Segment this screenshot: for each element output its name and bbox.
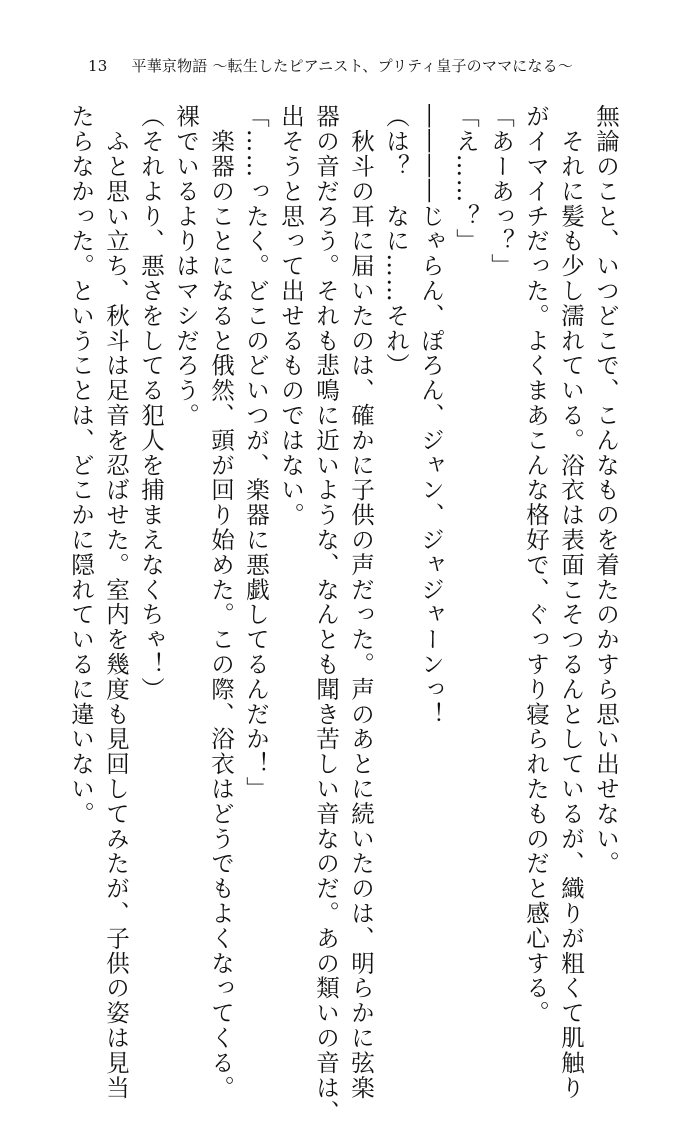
text-line: それに髪も少し濡れている。浴衣は表面こそつるんとしているが、織りが粗くて肌触り: [557, 104, 585, 1100]
text-line: ふと思い立ち、秋斗は足音を忍ばせた。室内を幾度も見回してみたが、子供の姿は見当: [102, 104, 130, 1100]
vertical-body-text: [63, 104, 623, 1125]
text-line: がイマイチだった。よくまあこんな格好で、ぐっすり寝られたものだと感心する。: [522, 104, 550, 1026]
text-line: たらなかった。ということは、どこかに隠れているに違いない。: [67, 104, 95, 827]
text-line: 出そうと思って出せるものではない。: [277, 104, 305, 528]
page-number: 13: [88, 57, 108, 75]
text-line: （それより、悪さをしてる犯人を捕まえなくちゃ！）: [137, 104, 165, 702]
text-line: 秋斗の耳に届いたのは、確かに子供の声だった。声のあとに続いたのは、明らかに弦楽: [347, 104, 375, 1100]
text-line: 楽器のことになると俄然、頭が回り始めた。この際、浴衣はどうでもよくなってくる。: [207, 104, 235, 1100]
running-header: [88, 56, 573, 76]
text-line: 器の音だろう。それも悲鳴に近いような、なんとも聞き苦しい音なのだ。あの類いの音は、: [312, 104, 340, 1125]
text-line: （は？ なに……それ）: [382, 104, 410, 378]
text-line: 「……ったく。どこのどいつが、楽器に悪戯してるんだか！」: [242, 104, 270, 802]
text-line: 裸でいるよりはマシだろう。: [172, 104, 200, 428]
text-line: 「あーあっ？」: [487, 104, 515, 279]
book-title: 平華京物語 〜転生したピアニスト、プリティ皇子のママになる〜: [131, 57, 574, 75]
text-line: 無論のこと、いつどこで、こんなものを着たのかすら思い出せない。: [592, 104, 620, 876]
text-line: 「え……？」: [452, 104, 480, 254]
text-line: ――――じゃらん、ぽろん、ジャン、ジャジャーンっ！: [417, 104, 445, 727]
